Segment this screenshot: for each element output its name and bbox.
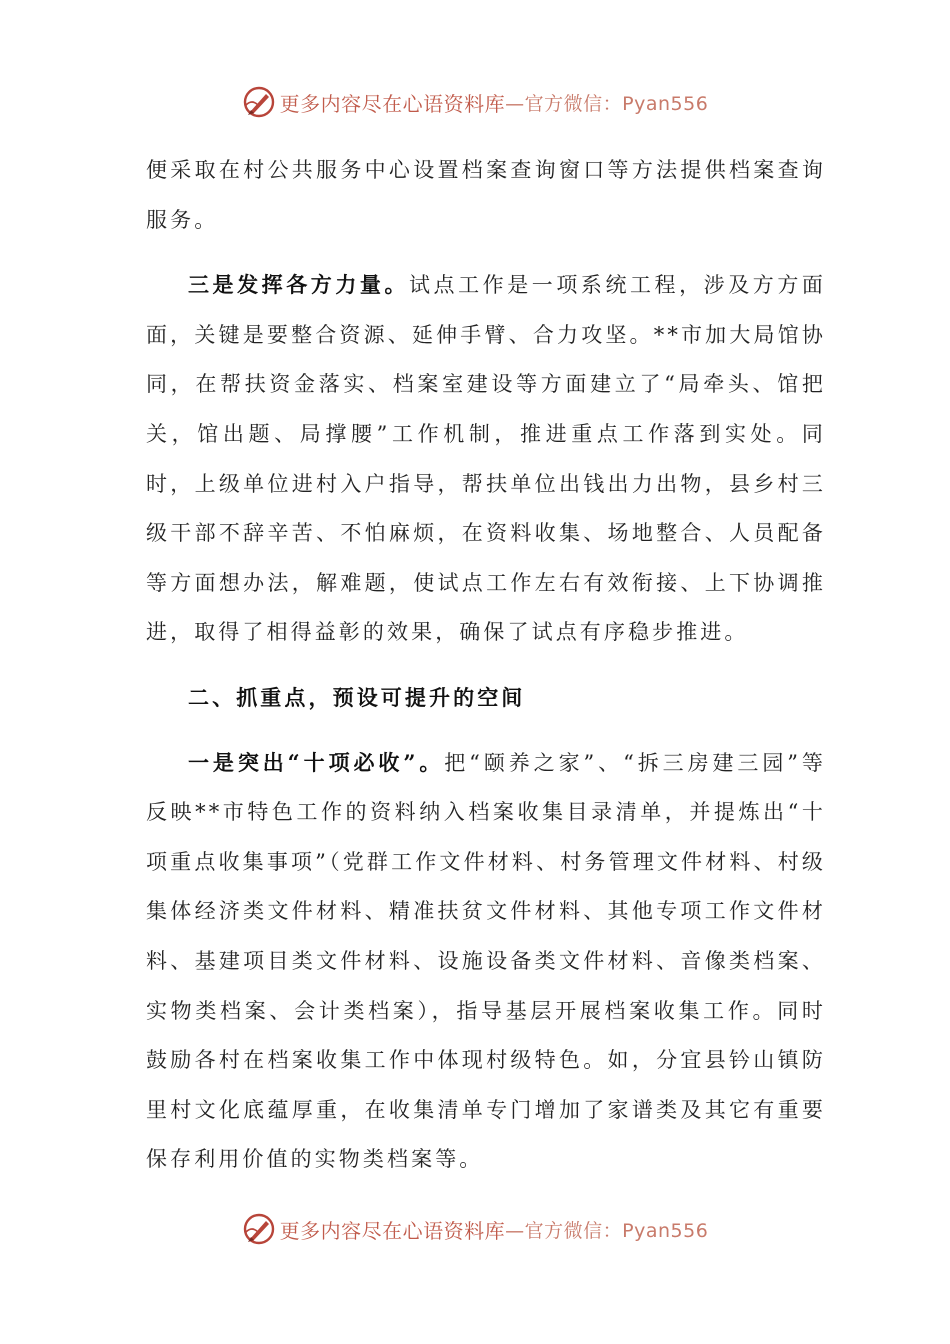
paragraph-text: 把“颐养之家”、“拆三房建三园”等反映**市特色工作的资料纳入档案收集目录清单，并提炼出“十项重点收集事项”（党群工作文件材料、村务管理文件材料、村级集体经济类文件材料、精准扶贫文件材料、其他专项工作文件材料、基建项目类文件材料、设施设备类文件材料、音像类档案、实物类档案、会计类档案），指导基层开展档案收集工作。同时鼓励各村在档案收集工作中体现村级特色。如，分宜县钤山镇防里村文化底蕴厚重，在收集清单专门增加了家谱类及其它有重要保存利用价值的实物类档案等。 — [146, 750, 826, 1172]
paragraph-text: 试点工作是一项系统工程，涉及方方面面，关键是要整合资源、延伸手臂、合力攻坚。**市加大局馆协同，在帮扶资金落实、档案室建设等方面建立了“局牵头、馆把关，馆出题、局撑腰”工作机制，推进重点工作落到实处。同时，上级单位进村入户指导，帮扶单位出钱出力出物，县乡村三级干部不辞辛苦、不怕麻烦，在资料收集、场地整合、人员配备等方面想办法，解难题，使试点工作左右有效衔接、上下协调推进，取得了相得益彰的效果，确保了试点有序稳步推进。 — [146, 273, 826, 645]
section-heading: 二、抓重点，预设可提升的空间 — [188, 684, 526, 710]
watermark-main-text: 更多内容尽在心语资料库 — [279, 91, 506, 116]
paragraph-leverage-forces — [146, 260, 826, 658]
watermark-sub-text: —官方微信：Pyan556 — [505, 92, 709, 115]
paragraph-ten-items — [146, 738, 826, 1185]
pen-logo-icon — [242, 85, 276, 119]
paragraph-lead: 一是突出“十项必收”。 — [188, 749, 445, 775]
document-body — [146, 146, 826, 1185]
watermark-header — [0, 82, 950, 122]
pen-logo-icon — [242, 1212, 276, 1246]
paragraph-text: 便采取在村公共服务中心设置档案查询窗口等方法提供档案查询服务。 — [146, 158, 826, 232]
watermark-sub-text: —官方微信：Pyan556 — [505, 1219, 709, 1242]
watermark-footer — [0, 1209, 950, 1249]
paragraph-lead: 三是发挥各方力量。 — [188, 272, 409, 298]
paragraph-continuation — [146, 146, 826, 245]
watermark-main-text: 更多内容尽在心语资料库 — [279, 1218, 506, 1243]
